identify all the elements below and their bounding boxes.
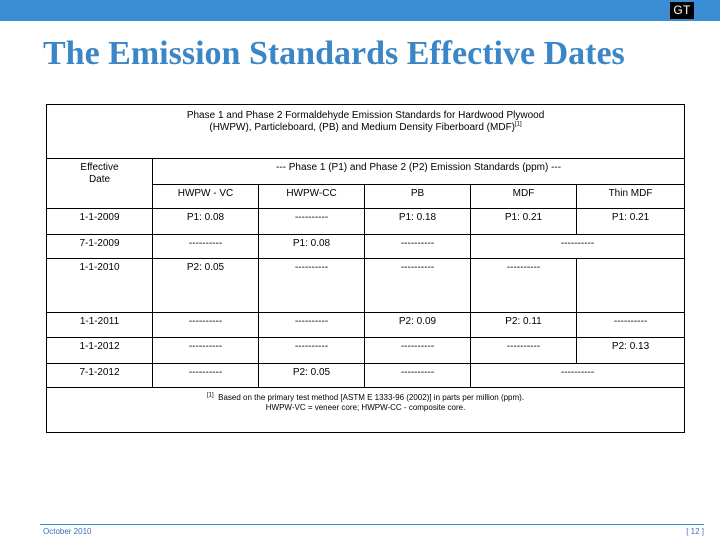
- footnote-line2: HWPW-VC = veneer core; HWPW-CC - composite core.: [265, 403, 466, 412]
- cell-pb: ----------: [365, 364, 471, 388]
- cell-hwpw-cc: ----------: [259, 338, 365, 364]
- cell-mdf: ----------: [471, 259, 577, 313]
- cell-mdf-thin-mdf: ----------: [471, 364, 685, 388]
- cell-mdf-thin-mdf: ----------: [471, 235, 685, 259]
- standards-header: --- Phase 1 (P1) and Phase 2 (P2) Emission Standards (ppm) ---: [153, 159, 685, 185]
- cell-mdf: P2: 0.11: [471, 313, 577, 338]
- table-heading-row: [47, 105, 685, 159]
- table-heading-line1: Phase 1 and Phase 2 Formaldehyde Emission Standards for Hardwood Plywood: [186, 110, 545, 121]
- cell-pb: ----------: [365, 235, 471, 259]
- footnote-line1: Based on the primary test method [ASTM E 1333-96 (2002)] in parts per million (ppm).: [218, 393, 525, 402]
- slide-title: The Emission Standards Effective Dates: [43, 35, 625, 72]
- cell-hwpw-cc: ----------: [259, 259, 365, 313]
- cell-hwpw-cc: ----------: [259, 313, 365, 338]
- footer-divider: [40, 524, 704, 525]
- cell-hwpw-cc: P1: 0.08: [259, 235, 365, 259]
- effective-date-header-line1: Effective: [80, 162, 119, 173]
- top-bar-divider: [0, 21, 720, 23]
- table-heading: [47, 105, 685, 159]
- table-header-row: [47, 159, 685, 185]
- row-date: 7-1-2012: [47, 364, 153, 388]
- top-bar: [0, 0, 720, 21]
- row-date: 1-1-2011: [47, 313, 153, 338]
- cell-hwpw-cc: ----------: [259, 209, 365, 235]
- effective-date-header: [47, 159, 153, 209]
- table-row: [47, 364, 685, 388]
- cell-pb: P1: 0.18: [365, 209, 471, 235]
- row-date: 7-1-2009: [47, 235, 153, 259]
- cell-mdf: ----------: [471, 338, 577, 364]
- table-row: [47, 259, 685, 313]
- table-row: [47, 209, 685, 235]
- row-date: 1-1-2012: [47, 338, 153, 364]
- heading-footnote-ref: [1]: [515, 121, 522, 128]
- table-row: [47, 313, 685, 338]
- cell-pb: ----------: [365, 338, 471, 364]
- column-header-pb: PB: [365, 185, 471, 209]
- page-number: [ 12 ]: [686, 527, 704, 536]
- cell-hwpw-vc: ----------: [153, 313, 259, 338]
- table-heading-line2: (HWPW), Particleboard, (PB) and Medium Density Fiberboard (MDF): [209, 122, 516, 133]
- row-date: 1-1-2010: [47, 259, 153, 313]
- cell-thin-mdf: ----------: [577, 313, 685, 338]
- footnote-ref: [1]: [207, 392, 214, 399]
- table-row: [47, 338, 685, 364]
- cell-hwpw-vc: ----------: [153, 364, 259, 388]
- emission-standards-table: [46, 104, 685, 433]
- column-header-hwpw-cc: HWPW-CC: [259, 185, 365, 209]
- cell-thin-mdf: [577, 259, 685, 313]
- column-header-thin-mdf: Thin MDF: [577, 185, 685, 209]
- column-header-hwpw-vc: HWPW - VC: [153, 185, 259, 209]
- cell-pb: ----------: [365, 259, 471, 313]
- effective-date-header-line2: Date: [88, 174, 111, 185]
- table-footnote: [47, 388, 685, 433]
- column-header-mdf: MDF: [471, 185, 577, 209]
- table-row: [47, 235, 685, 259]
- cell-hwpw-vc: P2: 0.05: [153, 259, 259, 313]
- cell-hwpw-vc: ----------: [153, 338, 259, 364]
- cell-hwpw-vc: P1: 0.08: [153, 209, 259, 235]
- row-date: 1-1-2009: [47, 209, 153, 235]
- cell-hwpw-vc: ----------: [153, 235, 259, 259]
- footnote-row: [47, 388, 685, 433]
- cell-hwpw-cc: P2: 0.05: [259, 364, 365, 388]
- cell-mdf: P1: 0.21: [471, 209, 577, 235]
- cell-thin-mdf: P2: 0.13: [577, 338, 685, 364]
- cell-thin-mdf: P1: 0.21: [577, 209, 685, 235]
- footer-date: October 2010: [43, 527, 92, 536]
- gt-logo: GT: [670, 2, 694, 19]
- cell-pb: P2: 0.09: [365, 313, 471, 338]
